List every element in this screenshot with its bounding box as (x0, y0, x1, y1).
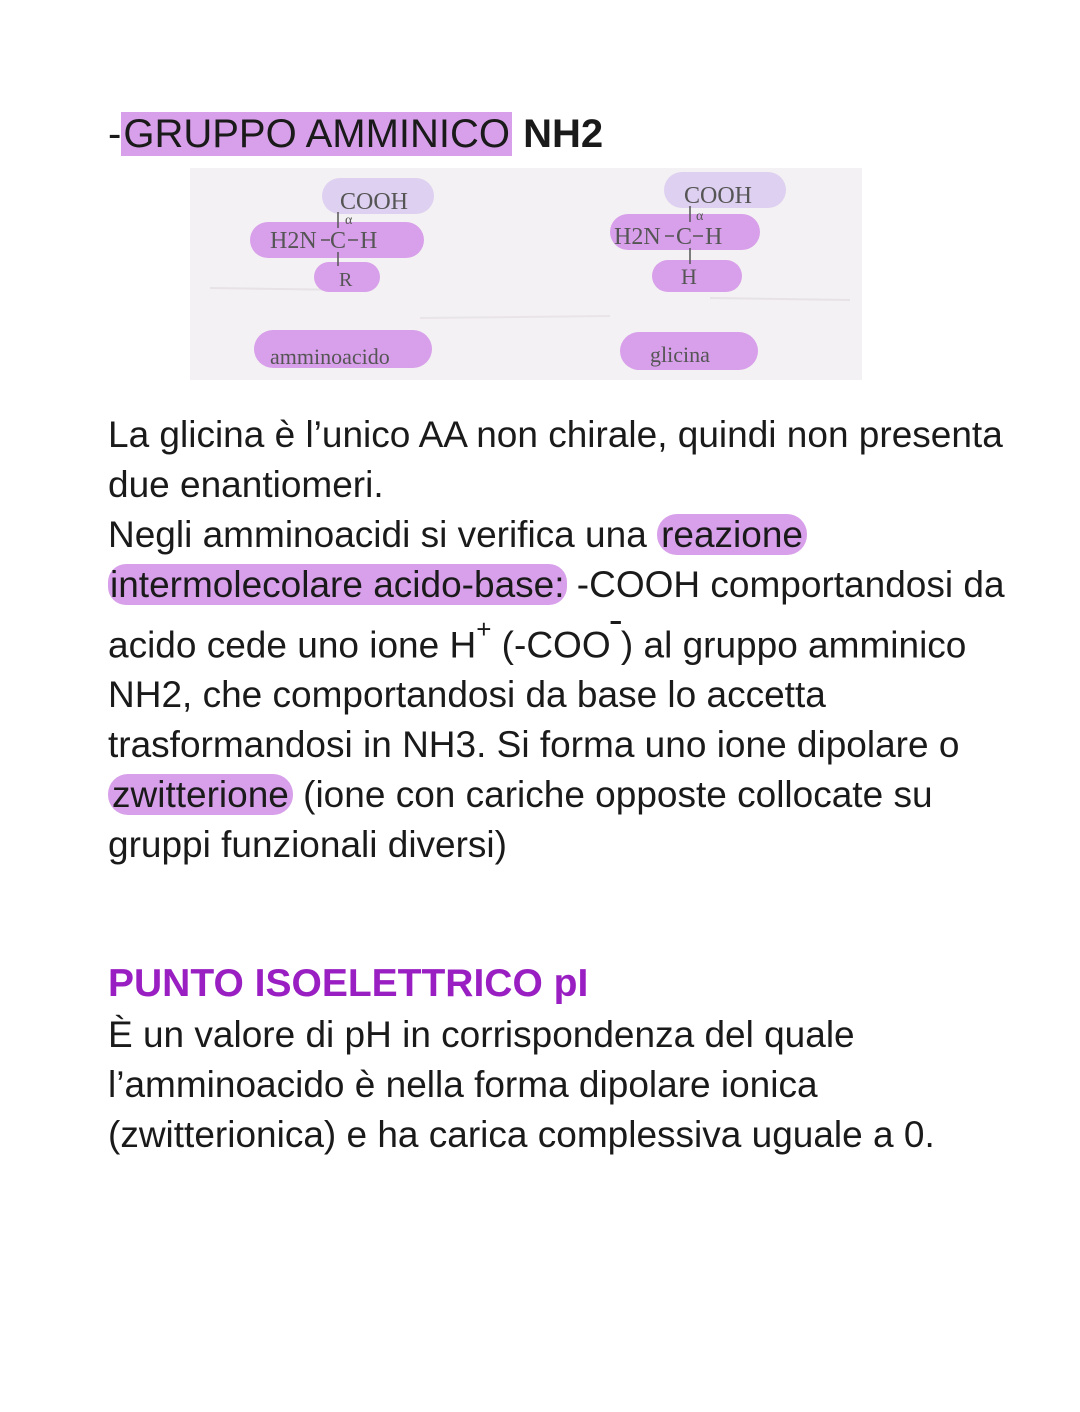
text-segment: -COOH comportandosi da acido cede uno ione H (108, 564, 1005, 666)
h-label-1: H (360, 228, 378, 254)
alpha-label-2: α (696, 209, 704, 224)
section-text: È un valore di pH in corrispondenza del quale l’amminoacido è nella forma dipolare ionica (zwitterionica) e ha carica complessiva uguale a 0. (108, 1014, 935, 1155)
carbon-label-1: C (330, 228, 347, 254)
h-label-2: H (705, 224, 723, 250)
highlight-reazione: reazione (657, 514, 807, 555)
r-label-1: R (339, 269, 353, 291)
heading-prefix: - (108, 112, 122, 156)
paragraph-glicina: La glicina è l’unico AA non chirale, quindi non presenta due enantiomeri. (108, 414, 1003, 505)
heading-highlight: GRUPPO AMMINICO (123, 112, 511, 156)
text-segment: Negli amminoacidi si verifica una (108, 514, 658, 555)
highlight-zwitterione: zwitterione (108, 774, 293, 815)
cooh-label-2: COOH (684, 183, 753, 209)
highlight-intermolecolare: intermolecolare acido-base: (110, 564, 565, 605)
text-segment: (-COO (491, 624, 611, 666)
texture-line (420, 316, 610, 318)
paragraph-reazione (108, 510, 1008, 870)
punto-isoelettrico-section (108, 958, 1008, 1160)
glicina-structure (610, 172, 786, 370)
caption-amminoacido: amminoacido (270, 344, 390, 369)
section-title: PUNTO ISOELETTRICO pI (108, 962, 589, 1005)
minus-charge (611, 624, 621, 665)
highlight-h-bottom-2 (652, 260, 742, 292)
cooh-label-1: COOH (340, 189, 409, 215)
texture-line (710, 298, 850, 300)
carbon-label-2: C (676, 224, 693, 250)
main-paragraph (108, 410, 1008, 870)
heading-gruppo-amminico (108, 108, 603, 160)
alpha-label-1: α (345, 213, 353, 228)
h2n-label-1: H2N (270, 228, 317, 254)
plus-charge: + (476, 614, 492, 644)
amminoacido-structure (250, 178, 434, 369)
text-segment: ) al gruppo amminico NH2, che comportandosi da base lo accetta trasformandosi in NH3. Si forma uno ione dipolare o (108, 624, 967, 766)
caption-glicina: glicina (650, 342, 710, 367)
structures-svg (190, 168, 862, 380)
h2n-label-2: H2N (614, 224, 661, 250)
heading-formula: NH2 (523, 112, 604, 156)
amino-acid-structures-figure (190, 168, 862, 380)
text-segment: (ione con cariche opposte collocate su gruppi funzionali diversi) (108, 774, 933, 866)
h-bottom-label-2: H (681, 264, 697, 289)
